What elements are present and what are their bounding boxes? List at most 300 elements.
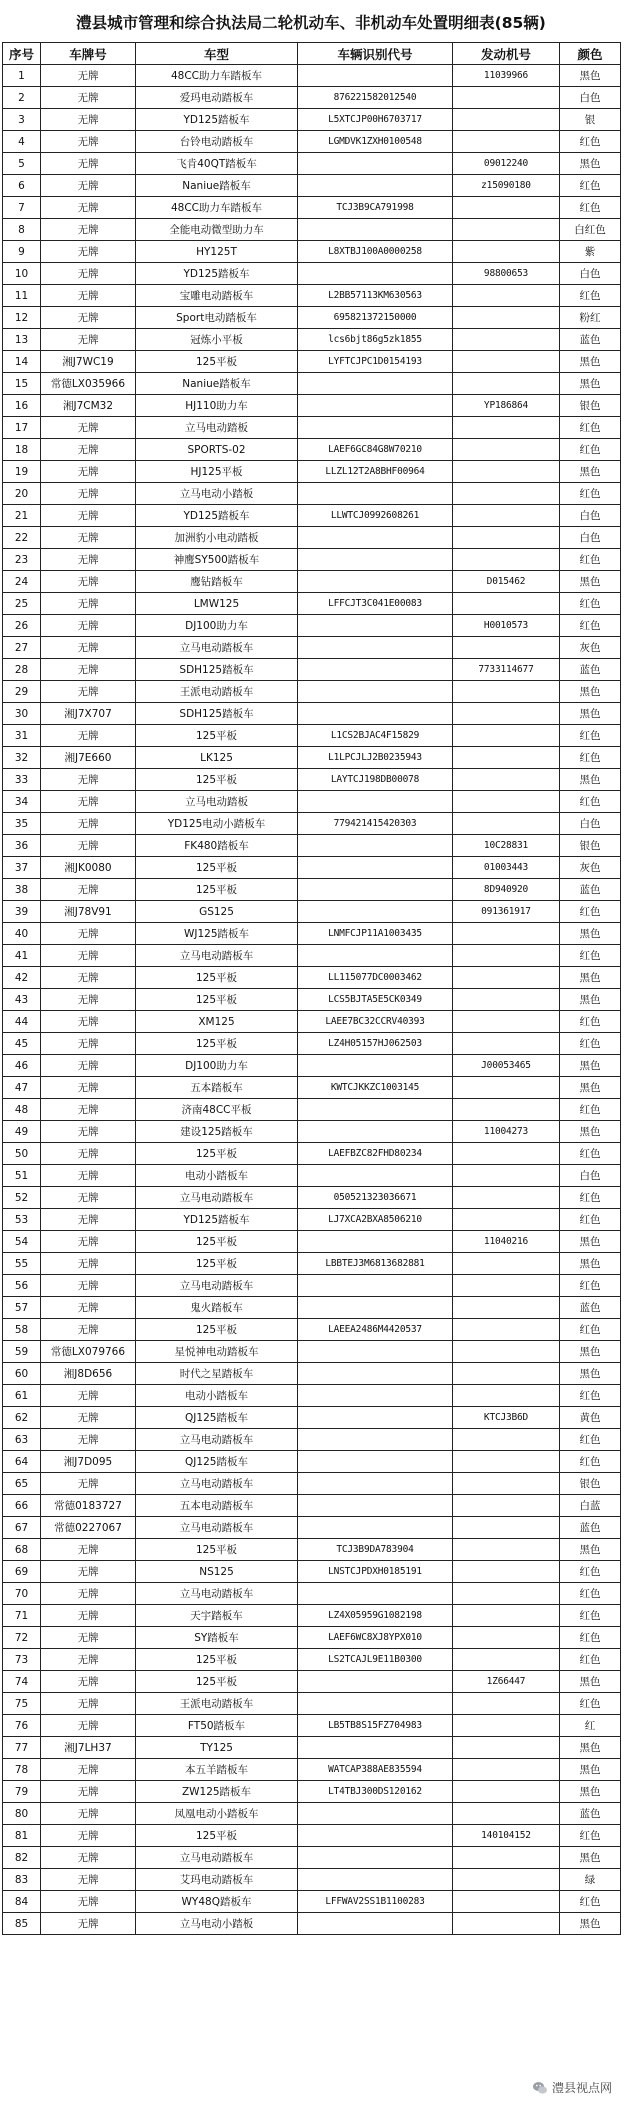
cell-index: 37 (3, 857, 41, 879)
cell-plate: 湘J7E660 (41, 747, 136, 769)
cell-engine (453, 1781, 560, 1803)
cell-engine (453, 417, 560, 439)
cell-model: Sport电动踏板车 (136, 307, 298, 329)
cell-plate: 无牌 (41, 989, 136, 1011)
cell-vin (298, 1583, 453, 1605)
table-row (3, 1253, 621, 1275)
cell-color: 黑色 (560, 1847, 621, 1869)
table-row (3, 1539, 621, 1561)
table-row (3, 703, 621, 725)
cell-model: FK480踏板车 (136, 835, 298, 857)
cell-index: 21 (3, 505, 41, 527)
cell-index: 64 (3, 1451, 41, 1473)
cell-color: 红色 (560, 1891, 621, 1913)
cell-color: 黑色 (560, 1077, 621, 1099)
cell-plate: 无牌 (41, 505, 136, 527)
table-row (3, 373, 621, 395)
cell-plate: 无牌 (41, 1055, 136, 1077)
cell-plate: 湘J7CM32 (41, 395, 136, 417)
cell-model: 立马电动踏板 (136, 417, 298, 439)
cell-color: 黄色 (560, 1407, 621, 1429)
cell-plate: 无牌 (41, 1011, 136, 1033)
cell-plate: 无牌 (41, 65, 136, 87)
cell-model: 星悦神电动踏板车 (136, 1341, 298, 1363)
cell-index: 22 (3, 527, 41, 549)
cell-engine (453, 791, 560, 813)
table-row (3, 1693, 621, 1715)
cell-model: 电动小踏板车 (136, 1385, 298, 1407)
table-row (3, 769, 621, 791)
col-header-engine: 发动机号 (453, 43, 560, 65)
cell-plate: 无牌 (41, 307, 136, 329)
cell-color: 黑色 (560, 153, 621, 175)
cell-engine (453, 1891, 560, 1913)
cell-model: 125平板 (136, 1671, 298, 1693)
cell-color: 银 (560, 109, 621, 131)
cell-plate: 无牌 (41, 483, 136, 505)
cell-model: 全能电动微型助力车 (136, 219, 298, 241)
cell-vin (298, 263, 453, 285)
cell-model: 济南48CC平板 (136, 1099, 298, 1121)
cell-index: 52 (3, 1187, 41, 1209)
cell-vin: LNSTCJPDXH0185191 (298, 1561, 453, 1583)
cell-vin: LAEEA2486M4420537 (298, 1319, 453, 1341)
cell-vin (298, 1495, 453, 1517)
cell-index: 38 (3, 879, 41, 901)
cell-model: YD125踏板车 (136, 263, 298, 285)
table-row (3, 461, 621, 483)
cell-model: 125平板 (136, 351, 298, 373)
cell-model: HJ110助力车 (136, 395, 298, 417)
cell-model: 立马电动踏板车 (136, 1583, 298, 1605)
cell-color: 白色 (560, 505, 621, 527)
cell-vin: TCJ3B9DA783904 (298, 1539, 453, 1561)
cell-vin: LLZL12T2A8BHF00964 (298, 461, 453, 483)
cell-plate: 无牌 (41, 615, 136, 637)
table-row (3, 87, 621, 109)
cell-engine: 11039966 (453, 65, 560, 87)
cell-color: 黑色 (560, 1341, 621, 1363)
cell-vin (298, 483, 453, 505)
cell-color: 黑色 (560, 967, 621, 989)
cell-plate: 湘J7X707 (41, 703, 136, 725)
cell-vin (298, 417, 453, 439)
cell-index: 65 (3, 1473, 41, 1495)
cell-color: 红色 (560, 1561, 621, 1583)
cell-model: 125平板 (136, 769, 298, 791)
cell-index: 44 (3, 1011, 41, 1033)
cell-model: 凤凰电动小踏板车 (136, 1803, 298, 1825)
cell-vin: L8XTBJ100A0000258 (298, 241, 453, 263)
cell-engine: H0010573 (453, 615, 560, 637)
cell-vin (298, 1517, 453, 1539)
cell-index: 12 (3, 307, 41, 329)
cell-engine: 1Z66447 (453, 1671, 560, 1693)
cell-vin (298, 1121, 453, 1143)
table-row (3, 197, 621, 219)
cell-engine (453, 1187, 560, 1209)
cell-plate: 无牌 (41, 1121, 136, 1143)
cell-engine: 09012240 (453, 153, 560, 175)
cell-model: 立马电动小踏板 (136, 1913, 298, 1935)
cell-engine (453, 703, 560, 725)
cell-engine: YP186864 (453, 395, 560, 417)
cell-index: 35 (3, 813, 41, 835)
cell-engine (453, 461, 560, 483)
table-row (3, 175, 621, 197)
cell-index: 49 (3, 1121, 41, 1143)
cell-engine (453, 439, 560, 461)
cell-engine: 11004273 (453, 1121, 560, 1143)
cell-vin (298, 857, 453, 879)
cell-plate: 无牌 (41, 1693, 136, 1715)
cell-model: 时代之星踏板车 (136, 1363, 298, 1385)
cell-color: 蓝色 (560, 1517, 621, 1539)
cell-color: 黑色 (560, 923, 621, 945)
table-row (3, 153, 621, 175)
cell-model: LMW125 (136, 593, 298, 615)
cell-plate: 无牌 (41, 1913, 136, 1935)
cell-engine: D015462 (453, 571, 560, 593)
cell-plate: 无牌 (41, 1209, 136, 1231)
watermark-text: 澧县视点网 (551, 2081, 612, 2095)
cell-plate: 无牌 (41, 637, 136, 659)
cell-plate: 无牌 (41, 329, 136, 351)
cell-model: 125平板 (136, 1825, 298, 1847)
cell-plate: 无牌 (41, 197, 136, 219)
table-row (3, 637, 621, 659)
cell-model: DJ100助力车 (136, 1055, 298, 1077)
cell-color: 黑色 (560, 1253, 621, 1275)
cell-model: 48CC助力车踏板车 (136, 197, 298, 219)
cell-color: 红色 (560, 945, 621, 967)
cell-index: 4 (3, 131, 41, 153)
table-row (3, 1451, 621, 1473)
table-row (3, 109, 621, 131)
cell-plate: 无牌 (41, 1671, 136, 1693)
cell-vin: LAEFBZC82FHD80234 (298, 1143, 453, 1165)
table-row (3, 351, 621, 373)
cell-vin (298, 527, 453, 549)
cell-plate: 无牌 (41, 1583, 136, 1605)
cell-model: SDH125踏板车 (136, 703, 298, 725)
cell-model: 125平板 (136, 725, 298, 747)
table-row (3, 1143, 621, 1165)
cell-engine (453, 219, 560, 241)
cell-index: 66 (3, 1495, 41, 1517)
cell-plate: 无牌 (41, 813, 136, 835)
cell-engine (453, 593, 560, 615)
header-row (3, 43, 621, 65)
cell-engine (453, 1385, 560, 1407)
cell-engine (453, 1033, 560, 1055)
cell-index: 62 (3, 1407, 41, 1429)
cell-engine (453, 1451, 560, 1473)
cell-plate: 无牌 (41, 1803, 136, 1825)
cell-engine (453, 1473, 560, 1495)
cell-index: 7 (3, 197, 41, 219)
cell-plate: 无牌 (41, 219, 136, 241)
cell-plate: 无牌 (41, 241, 136, 263)
cell-color: 黑色 (560, 1737, 621, 1759)
cell-plate: 无牌 (41, 439, 136, 461)
cell-color: 红色 (560, 549, 621, 571)
cell-index: 57 (3, 1297, 41, 1319)
cell-index: 68 (3, 1539, 41, 1561)
cell-plate: 无牌 (41, 109, 136, 131)
cell-plate: 无牌 (41, 1429, 136, 1451)
cell-engine (453, 813, 560, 835)
cell-plate: 无牌 (41, 1033, 136, 1055)
cell-plate: 无牌 (41, 923, 136, 945)
cell-index: 2 (3, 87, 41, 109)
table-row (3, 1561, 621, 1583)
table-row (3, 1363, 621, 1385)
cell-engine: 11040216 (453, 1231, 560, 1253)
cell-plate: 无牌 (41, 1539, 136, 1561)
cell-color: 黑色 (560, 1121, 621, 1143)
cell-index: 28 (3, 659, 41, 681)
cell-plate: 湘JK0080 (41, 857, 136, 879)
cell-engine (453, 1759, 560, 1781)
cell-model: WJ125踏板车 (136, 923, 298, 945)
table-row (3, 1847, 621, 1869)
cell-index: 46 (3, 1055, 41, 1077)
cell-model: 五本电动踏板车 (136, 1495, 298, 1517)
cell-model: YD125踏板车 (136, 1209, 298, 1231)
table-row (3, 1297, 621, 1319)
cell-model: QJ125踏板车 (136, 1451, 298, 1473)
table-row (3, 1077, 621, 1099)
cell-model: 立马电动小踏板 (136, 483, 298, 505)
cell-index: 61 (3, 1385, 41, 1407)
cell-engine (453, 1539, 560, 1561)
wechat-icon (532, 2080, 548, 2096)
table-row (3, 439, 621, 461)
cell-vin: LGMDVK1ZXH0100548 (298, 131, 453, 153)
cell-index: 51 (3, 1165, 41, 1187)
cell-engine (453, 1011, 560, 1033)
cell-model: 本五羊踏板车 (136, 1759, 298, 1781)
cell-engine (453, 1913, 560, 1935)
cell-engine (453, 769, 560, 791)
cell-index: 59 (3, 1341, 41, 1363)
table-row (3, 901, 621, 923)
cell-index: 47 (3, 1077, 41, 1099)
cell-model: 立马电动踏板车 (136, 1473, 298, 1495)
table-row (3, 1891, 621, 1913)
cell-model: 125平板 (136, 989, 298, 1011)
cell-index: 70 (3, 1583, 41, 1605)
table-row (3, 329, 621, 351)
cell-vin: LT4TBJ300DS120162 (298, 1781, 453, 1803)
cell-engine (453, 1209, 560, 1231)
cell-model: 五本踏板车 (136, 1077, 298, 1099)
cell-engine (453, 1583, 560, 1605)
table-title: 澧县城市管理和综合执法局二轮机动车、非机动车处置明细表(85辆) (76, 14, 546, 32)
cell-plate: 无牌 (41, 1099, 136, 1121)
cell-vin (298, 571, 453, 593)
cell-model: 王派电动踏板车 (136, 681, 298, 703)
table-row (3, 219, 621, 241)
cell-plate: 无牌 (41, 1825, 136, 1847)
cell-index: 31 (3, 725, 41, 747)
cell-color: 蓝色 (560, 1297, 621, 1319)
cell-index: 71 (3, 1605, 41, 1627)
cell-engine (453, 1165, 560, 1187)
table-row (3, 1605, 621, 1627)
cell-engine (453, 1627, 560, 1649)
cell-color: 黑色 (560, 571, 621, 593)
cell-plate: 无牌 (41, 659, 136, 681)
cell-index: 29 (3, 681, 41, 703)
cell-model: HJ125平板 (136, 461, 298, 483)
cell-vin: LFFCJT3C041E00083 (298, 593, 453, 615)
cell-engine: 10C28831 (453, 835, 560, 857)
cell-engine (453, 1803, 560, 1825)
cell-color: 红 (560, 1715, 621, 1737)
cell-index: 36 (3, 835, 41, 857)
table-row (3, 549, 621, 571)
table-row (3, 1011, 621, 1033)
cell-engine (453, 1319, 560, 1341)
cell-model: Naniue踏板车 (136, 373, 298, 395)
cell-engine (453, 1099, 560, 1121)
cell-color: 粉红 (560, 307, 621, 329)
cell-vin (298, 1693, 453, 1715)
cell-plate: 无牌 (41, 945, 136, 967)
cell-vin (298, 1429, 453, 1451)
cell-model: QJ125踏板车 (136, 1407, 298, 1429)
cell-index: 81 (3, 1825, 41, 1847)
cell-vin (298, 1165, 453, 1187)
cell-plate: 常德0227067 (41, 1517, 136, 1539)
cell-color: 黑色 (560, 1231, 621, 1253)
cell-model: 125平板 (136, 1253, 298, 1275)
cell-vin: LAYTCJ198DB00078 (298, 769, 453, 791)
cell-model: WY48Q踏板车 (136, 1891, 298, 1913)
cell-vin (298, 1407, 453, 1429)
cell-engine (453, 241, 560, 263)
cell-color: 黑色 (560, 373, 621, 395)
cell-color: 红色 (560, 175, 621, 197)
cell-index: 6 (3, 175, 41, 197)
table-row (3, 1715, 621, 1737)
cell-color: 红色 (560, 1275, 621, 1297)
cell-plate: 无牌 (41, 1781, 136, 1803)
cell-model: 立马电动踏板车 (136, 1187, 298, 1209)
cell-model: 立马电动踏板车 (136, 1847, 298, 1869)
cell-vin (298, 637, 453, 659)
cell-engine (453, 483, 560, 505)
cell-color: 黑色 (560, 681, 621, 703)
cell-plate: 无牌 (41, 967, 136, 989)
cell-engine: KTCJ3B6D (453, 1407, 560, 1429)
cell-engine: 01003443 (453, 857, 560, 879)
cell-vin (298, 901, 453, 923)
cell-vin (298, 1341, 453, 1363)
cell-vin (298, 65, 453, 87)
cell-color: 蓝色 (560, 879, 621, 901)
cell-vin: LBBTEJ3M6813682881 (298, 1253, 453, 1275)
cell-plate: 无牌 (41, 131, 136, 153)
cell-model: 天宇踏板车 (136, 1605, 298, 1627)
table-row (3, 1869, 621, 1891)
cell-plate: 无牌 (41, 1605, 136, 1627)
cell-model: YD125踏板车 (136, 109, 298, 131)
cell-model: 125平板 (136, 1143, 298, 1165)
cell-model: 125平板 (136, 879, 298, 901)
cell-model: 宝雕电动踏板车 (136, 285, 298, 307)
cell-color: 黑色 (560, 1781, 621, 1803)
cell-model: DJ100助力车 (136, 615, 298, 637)
cell-engine (453, 1517, 560, 1539)
cell-color: 白蓝 (560, 1495, 621, 1517)
cell-plate: 无牌 (41, 725, 136, 747)
cell-engine (453, 1847, 560, 1869)
cell-model: FT50踏板车 (136, 1715, 298, 1737)
cell-vin: KWTCJKKZC1003145 (298, 1077, 453, 1099)
cell-color: 黑色 (560, 1055, 621, 1077)
cell-engine (453, 1495, 560, 1517)
cell-engine (453, 1869, 560, 1891)
cell-vin (298, 879, 453, 901)
cell-model: LK125 (136, 747, 298, 769)
cell-plate: 无牌 (41, 1319, 136, 1341)
cell-vin (298, 373, 453, 395)
cell-vin (298, 1363, 453, 1385)
cell-color: 红色 (560, 593, 621, 615)
cell-engine: J00053465 (453, 1055, 560, 1077)
cell-engine (453, 307, 560, 329)
cell-index: 53 (3, 1209, 41, 1231)
cell-engine: 091361917 (453, 901, 560, 923)
cell-plate: 无牌 (41, 1869, 136, 1891)
cell-model: 立马电动踏板车 (136, 1429, 298, 1451)
cell-color: 银色 (560, 395, 621, 417)
cell-vin (298, 153, 453, 175)
table-row (3, 945, 621, 967)
cell-model: HY125T (136, 241, 298, 263)
cell-engine: 8D940920 (453, 879, 560, 901)
cell-index: 73 (3, 1649, 41, 1671)
cell-vin: WATCAP388AE835594 (298, 1759, 453, 1781)
cell-color: 红色 (560, 285, 621, 307)
cell-index: 84 (3, 1891, 41, 1913)
cell-index: 10 (3, 263, 41, 285)
cell-model: YD125踏板车 (136, 505, 298, 527)
cell-engine: 140104152 (453, 1825, 560, 1847)
cell-color: 白色 (560, 1165, 621, 1187)
cell-model: 加洲豹小电动踏板 (136, 527, 298, 549)
table-row (3, 1319, 621, 1341)
cell-vin (298, 1671, 453, 1693)
cell-vin (298, 1385, 453, 1407)
cell-plate: 无牌 (41, 1759, 136, 1781)
cell-color: 黑色 (560, 1363, 621, 1385)
cell-color: 白色 (560, 813, 621, 835)
table-row (3, 1099, 621, 1121)
cell-index: 16 (3, 395, 41, 417)
cell-plate: 常德LX035966 (41, 373, 136, 395)
cell-model: 立马电动踏板车 (136, 1275, 298, 1297)
cell-vin (298, 1869, 453, 1891)
cell-color: 红色 (560, 791, 621, 813)
cell-index: 67 (3, 1517, 41, 1539)
cell-engine (453, 1275, 560, 1297)
cell-plate: 无牌 (41, 461, 136, 483)
table-row (3, 1737, 621, 1759)
